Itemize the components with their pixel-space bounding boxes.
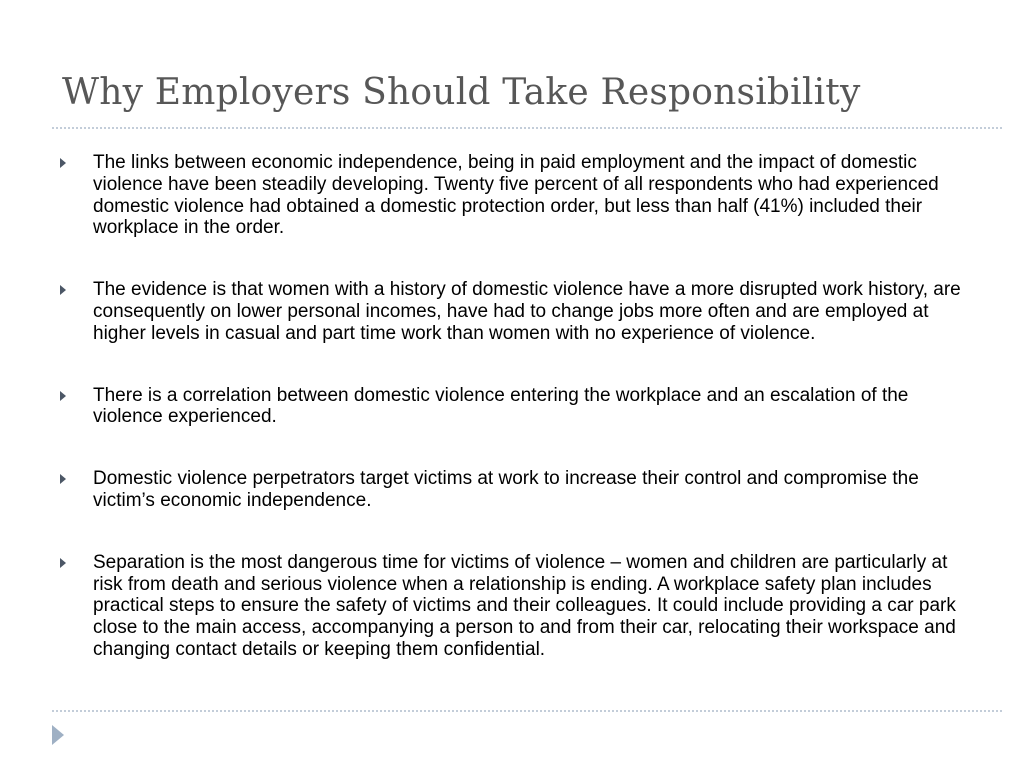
bullet-arrow-icon: [60, 558, 66, 568]
bullet-text: Separation is the most dangerous time for victims of violence – women and children are particularly at risk from death and serious violence when a relationship is ending. A workplace safety plan includes practical steps to ensure the safety of victims and their colleagues. It could include providing a car park close to the main access, accompanying a person to and from their car, relocating their workspace and changing contact details or keeping them confidential.: [93, 551, 956, 660]
bullet-item: [60, 385, 976, 429]
slide-title: Why Employers Should Take Responsibility: [62, 72, 861, 113]
bullet-text: The links between economic independence, being in paid employment and the impact of domestic violence have been steadily developing. Twenty five percent of all respondents who had experienced domestic violence had obtained a domestic protection order, but less than half (41%) included their workplace in the order.: [93, 152, 939, 239]
bullet-arrow-icon: [60, 285, 66, 295]
bullet-item: [60, 279, 976, 344]
corner-triangle-icon: [52, 725, 64, 745]
bullet-arrow-icon: [60, 158, 66, 168]
bullet-arrow-icon: [60, 474, 66, 484]
bullet-arrow-icon: [60, 391, 66, 401]
bullet-text: The evidence is that women with a history of domestic violence have a more disrupted work history, are consequently on lower personal incomes, have had to change jobs more often and are employed at higher levels in casual and part time work than women with no experience of violence.: [93, 279, 961, 344]
bullet-item: [60, 152, 976, 239]
bullet-text: There is a correlation between domestic violence entering the workplace and an escalation of the violence experienced.: [93, 384, 909, 428]
bullet-list: [60, 152, 976, 661]
bullet-item: [60, 552, 976, 661]
bullet-text: Domestic violence perpetrators target victims at work to increase their control and compromise the victim’s economic independence.: [93, 468, 919, 511]
title-divider: [52, 127, 1002, 129]
footer-divider: [52, 710, 1002, 712]
bullet-item: [60, 468, 976, 512]
